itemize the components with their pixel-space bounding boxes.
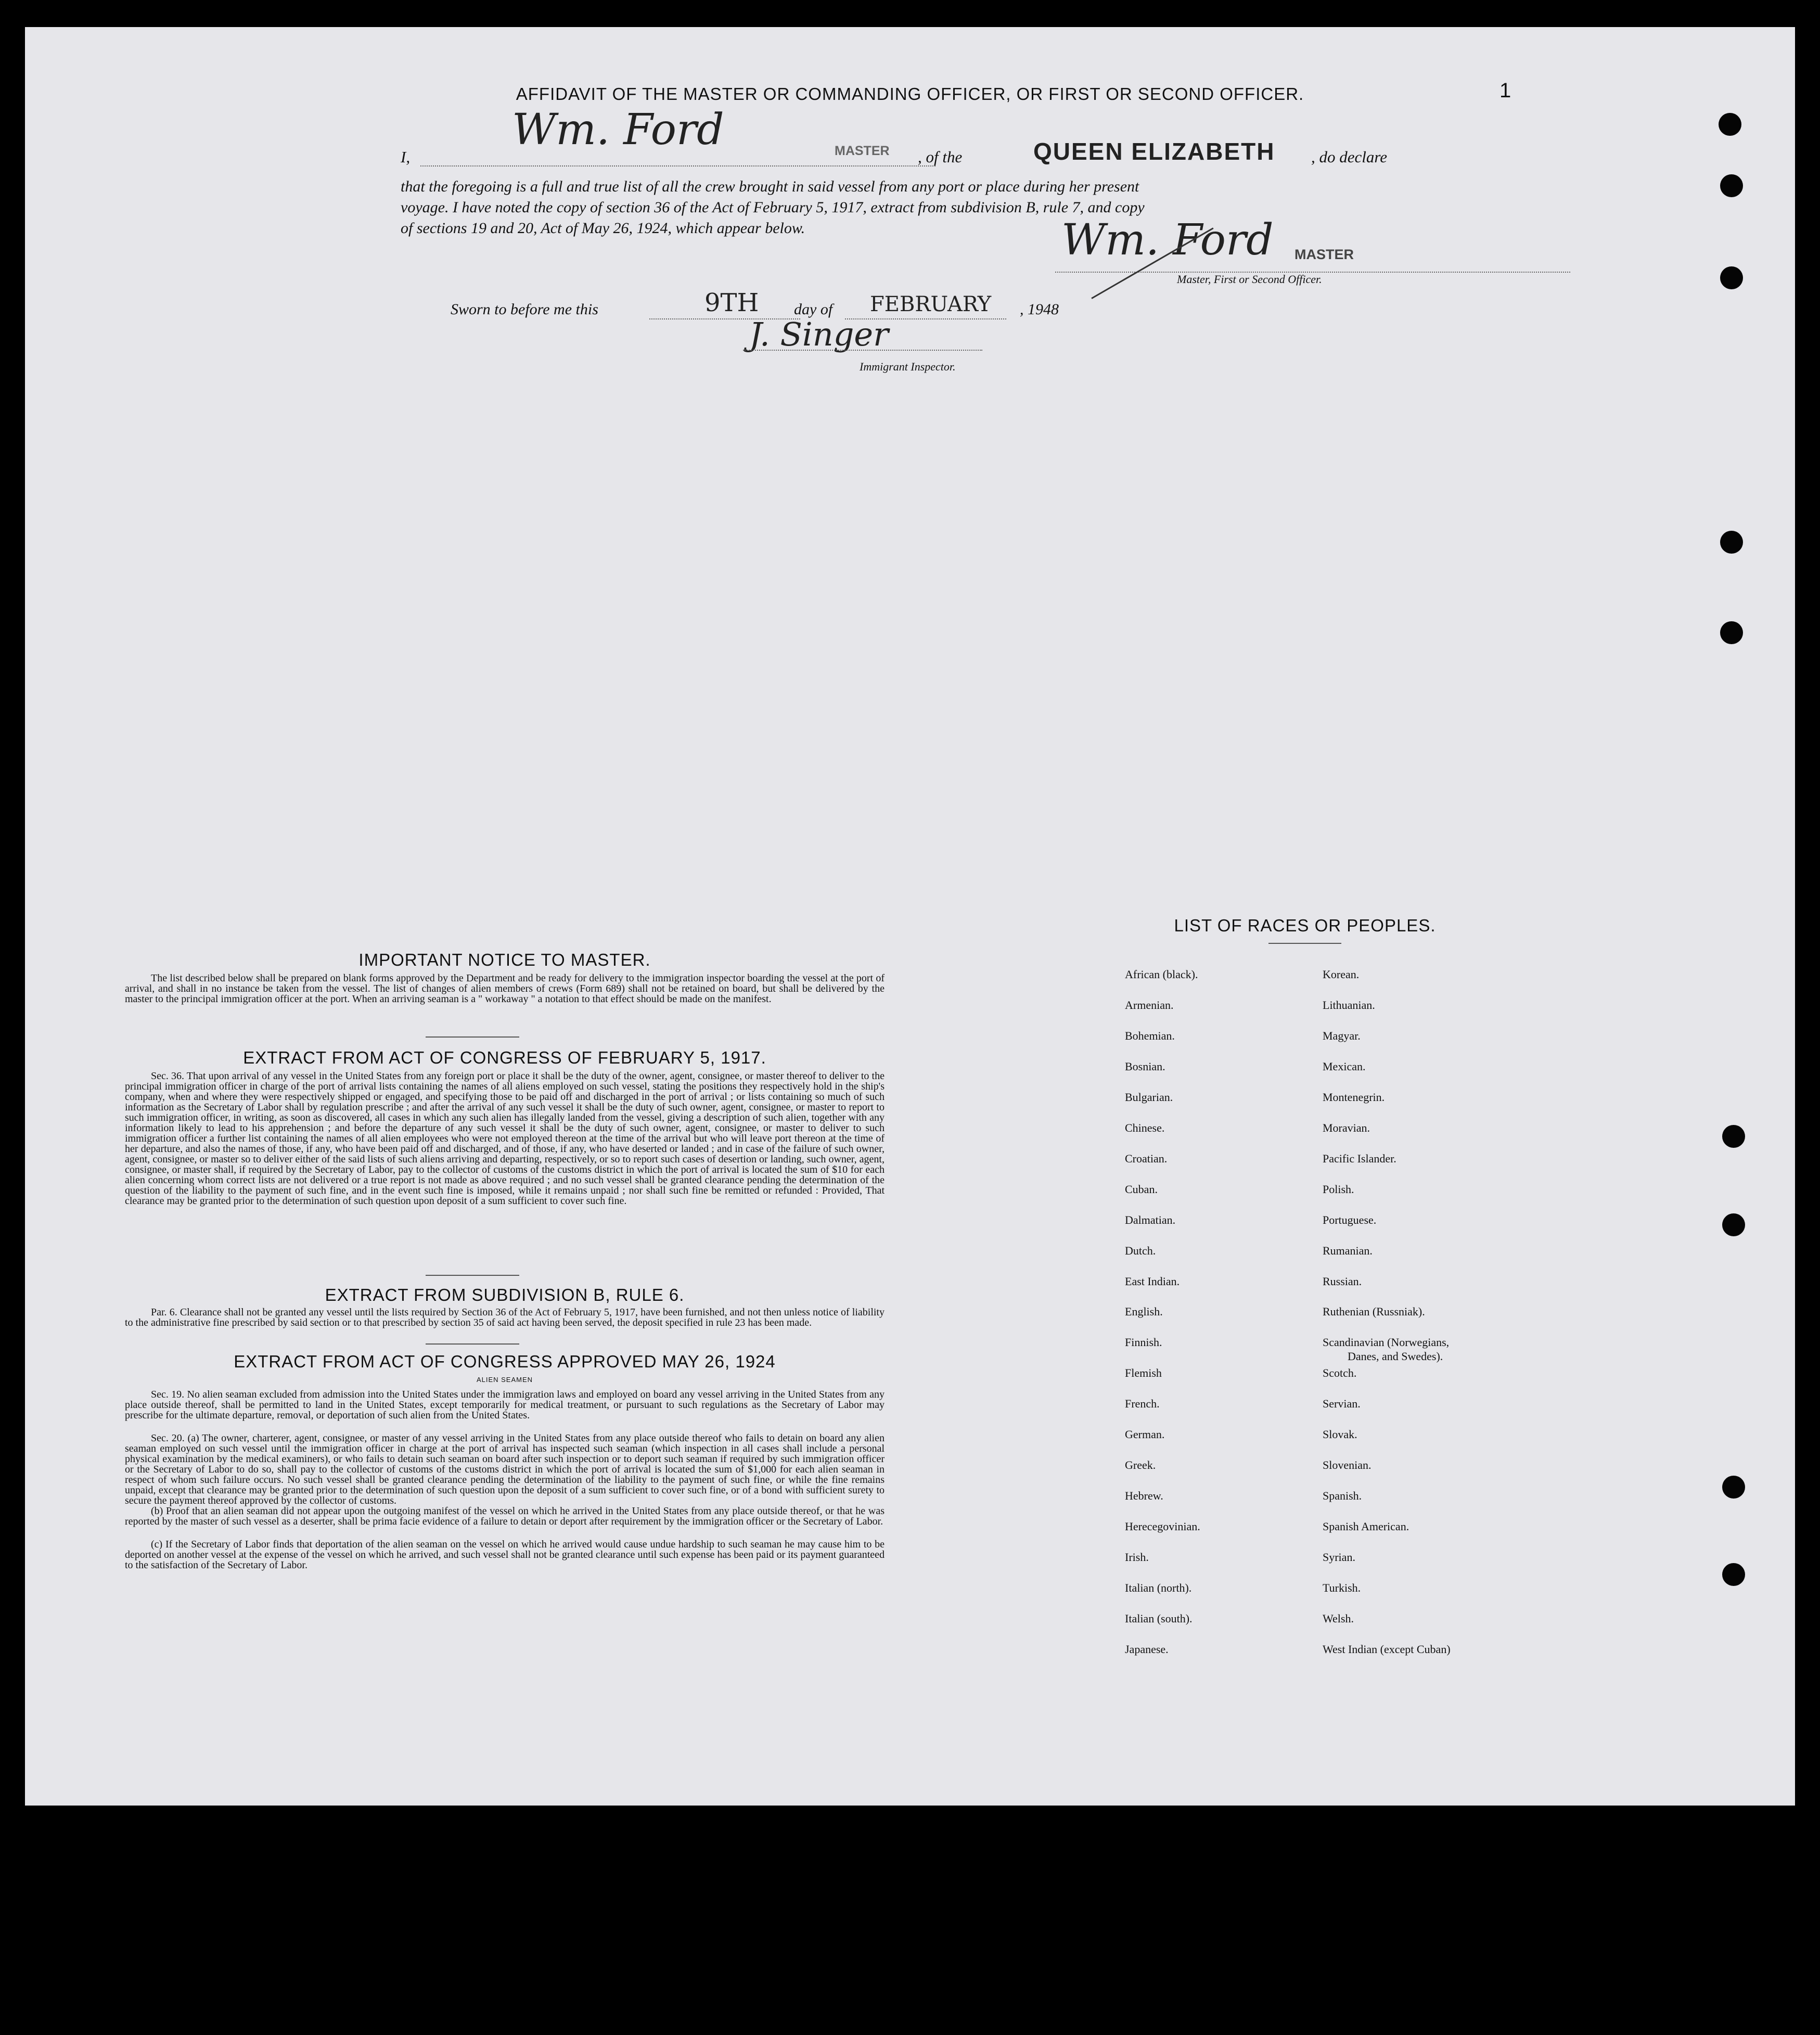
inspector-caption: Immigrant Inspector.	[860, 360, 956, 373]
document-page	[25, 27, 1795, 1806]
sec-20b-text: (b) Proof that an alien seaman did not appear upon the outgoing manifest of the vessel on which he arrived in the United States from any place outside thereof, or that he was reported by the master of such vessel as a deserter, shall be prima facie evidence of a failure to detain or deport after requirement by the immigration officer or the Secretary of Labor.	[125, 1505, 885, 1527]
race-item: Herecegovinian.	[1125, 1520, 1200, 1533]
sec-20c-text: (c) If the Secretary of Labor finds that deportation of the alien seaman on the vessel on which he arrived would cause undue hardship to such seaman he may cause him to be deported on another vessel at the expense of the vessel on which he arrived, and such vessel shall not be granted clearance until such expense has been paid or its payment guaranteed to the satisfaction of the Secretary of Labor.	[125, 1539, 885, 1571]
race-item: Greek.	[1125, 1458, 1156, 1471]
races-title: LIST OF RACES OR PEOPLES.	[1174, 916, 1436, 935]
notice-title: IMPORTANT NOTICE TO MASTER.	[358, 950, 651, 969]
punch-hole	[1722, 1476, 1745, 1499]
race-item: Dutch.	[1125, 1244, 1156, 1257]
divider	[426, 1343, 519, 1345]
race-item: Japanese.	[1125, 1643, 1169, 1656]
affidavit-text-line2: voyage. I have noted the copy of section 36 of the Act of February 5, 1917, extract from subdivision B, rule 7, and copy	[401, 199, 1145, 216]
inspector-signature: J. Singer	[749, 315, 889, 353]
extract-1917-title: EXTRACT FROM ACT OF CONGRESS OF FEBRUARY 5, 1917.	[243, 1048, 766, 1067]
race-item: East Indian.	[1125, 1275, 1180, 1288]
race-item: Moravian.	[1323, 1121, 1370, 1134]
divider	[1268, 943, 1341, 944]
race-item: Irish.	[1125, 1551, 1149, 1564]
divider	[426, 1275, 519, 1276]
day-of-label: day of	[794, 301, 833, 318]
race-item: Slovak.	[1323, 1428, 1357, 1441]
race-item: Flemish	[1125, 1366, 1162, 1379]
race-item: Scotch.	[1323, 1366, 1357, 1379]
punch-hole	[1722, 1563, 1745, 1586]
race-item: West Indian (except Cuban)	[1323, 1643, 1451, 1656]
race-item: German.	[1125, 1428, 1165, 1441]
affidavit-title: AFFIDAVIT OF THE MASTER OR COMMANDING OFFICER, OR FIRST OR SECOND OFFICER.	[516, 84, 1304, 104]
officer-signature: Wm. Ford	[1061, 215, 1274, 265]
race-item: Bosnian.	[1125, 1060, 1165, 1073]
subdivision-b-title: EXTRACT FROM SUBDIVISION B, RULE 6.	[325, 1285, 685, 1304]
race-item: Armenian.	[1125, 999, 1174, 1012]
race-item: Pacific Islander.	[1323, 1152, 1396, 1165]
affidavit-text-line1: that the foregoing is a full and true list of all the crew brought in said vessel from any port or place during her present	[401, 178, 1139, 195]
race-item: Lithuanian.	[1323, 999, 1375, 1012]
name-line	[420, 165, 935, 167]
master-stamp: MASTER	[835, 144, 890, 158]
inspector-line	[743, 350, 982, 351]
race-item: English.	[1125, 1305, 1163, 1318]
affidavit-text-line3: of sections 19 and 20, Act of May 26, 1924, which appear below.	[401, 220, 805, 237]
race-item: Italian (north).	[1125, 1581, 1192, 1594]
race-item: Dalmatian.	[1125, 1213, 1176, 1226]
alien-seamen-subtitle: ALIEN SEAMEN	[476, 1376, 533, 1384]
of-the-label: , of the	[918, 148, 963, 166]
sec-19-text: Sec. 19. No alien seaman excluded from admission into the United States under the immigration laws and employed on board any vessel arriving in the United States from any place outside thereof, shall be permitted to land in the United States, except temporarily for medical treatment, or pursuant to such regulations as the Secretary of Labor may prescribe for the ultimate departure, removal, or deportation of such alien from the United States.	[125, 1389, 885, 1421]
race-item: Scandinavian (Norwegians,	[1323, 1336, 1450, 1349]
race-item: Servian.	[1323, 1397, 1361, 1410]
race-item: Syrian.	[1323, 1551, 1355, 1564]
race-item: Slovenian.	[1323, 1458, 1372, 1471]
extract-1917-text: Sec. 36. That upon arrival of any vessel in the United States from any foreign port or place it shall be the duty of the owner, agent, consignee, or master thereof to deliver to the principal immigration officer in charge of the port of arrival lists containing the names of all aliens employed on such vessel, stating the positions they respectively hold in the ship's company, when and where they were respectively shipped or engaged, and specifying those to be paid off and discharged in the port of arrival ; or lists containing so much of such information as the Secretary of Labor shall by regulation prescribe ; and after the arrival of any such vessel it shall be the duty of such owner, agent, consignee, or master to report to such immigration officer, in writing, as soon as discovered, all cases in which any such alien has illegally landed from the vessel, giving a description of such alien, together with any information likely to lead to his apprehension ; and before the departure of any such vessel it shall be the duty of such owner, agent, consignee, or master to deliver to such immigration officer a further list containing the names of all alien employees who were not employed thereon at the time of the arrival but who will leave port thereon at the time of her departure, and also the names of those, if any, who have been paid off and discharged, and of those, if any, who have deserted or landed ; and in case of the failure of such owner, agent, consignee, or master so to deliver either of the said lists of such aliens arriving and departing, respectively, or so to report such cases of desertion or landing, such owner, agent, consignee, or master shall, if required by the Secretary of Labor, pay to the collector of customs of the customs district in which the port of arrival is located the sum of $10 for each alien concerning whom correct lists are not delivered or a true report is not made as above required ; and no such vessel shall be granted clearance pending the determination of the question of the liability to the payment of such fine, and in the event such fine is imposed, while it remains unpaid ; nor shall such fine be remitted or refunded : Provided, That clearance may be granted prior to the determination of such question upon deposit of a sum sufficient to cover such fine.	[125, 1070, 885, 1207]
page-number: 1	[1499, 79, 1511, 102]
punch-hole	[1720, 266, 1743, 289]
race-item: Ruthenian (Russniak).	[1323, 1305, 1425, 1318]
punch-hole	[1720, 174, 1743, 197]
race-item: Portuguese.	[1323, 1213, 1377, 1226]
officer-caption: Master, First or Second Officer.	[1177, 273, 1322, 286]
race-item: Danes, and Swedes).	[1348, 1350, 1443, 1363]
subdivision-b-text: Par. 6. Clearance shall not be granted any vessel until the lists required by Section 36 of the Act of February 5, 1917, have been furnished, and not then unless notice of liability to the administrative fine prescribed by said section or to that prescribed by section 35 of said act having been served, the deposit specified in rule 23 has been made.	[125, 1307, 885, 1328]
race-item: Hebrew.	[1125, 1489, 1163, 1502]
race-item: Spanish American.	[1323, 1520, 1409, 1533]
race-item: Bulgarian.	[1125, 1091, 1173, 1104]
race-item: Mexican.	[1323, 1060, 1366, 1073]
race-item: Welsh.	[1323, 1612, 1354, 1625]
do-declare-label: , do declare	[1311, 148, 1388, 166]
race-item: Bohemian.	[1125, 1029, 1175, 1042]
race-item: Magyar.	[1323, 1029, 1361, 1042]
race-item: Polish.	[1323, 1183, 1354, 1196]
notice-text: The list described below shall be prepared on blank forms approved by the Department and be ready for delivery to the immigration inspector boarding the vessel at the port of arrival, and shall in no instance be taken from the vessel. The list of changes of alien members of crews (Form 689) shall not be retained on board, but shall be delivered by the master to the principal immigration officer at the port. When an arriving seaman is a " workaway " a notation to that effect should be made on the manifest.	[125, 972, 885, 1005]
race-item: Turkish.	[1323, 1581, 1361, 1594]
sworn-label: Sworn to before me this	[451, 301, 598, 318]
i-label: I,	[401, 148, 411, 166]
race-item: Croatian.	[1125, 1152, 1168, 1165]
punch-hole	[1719, 113, 1741, 136]
vessel-name: QUEEN ELIZABETH	[1033, 138, 1275, 165]
race-item: Spanish.	[1323, 1489, 1362, 1502]
race-item: Italian (south).	[1125, 1612, 1193, 1625]
race-item: Cuban.	[1125, 1183, 1158, 1196]
master-signature: Wm. Ford	[512, 105, 724, 155]
punch-hole	[1722, 1213, 1745, 1236]
extract-1924-title: EXTRACT FROM ACT OF CONGRESS APPROVED MAY 26, 1924	[234, 1352, 776, 1371]
race-item: Montenegrin.	[1323, 1091, 1385, 1104]
race-item: Korean.	[1323, 968, 1360, 981]
year-label: , 1948	[1020, 301, 1059, 318]
divider	[426, 1036, 519, 1038]
punch-hole	[1722, 1125, 1745, 1148]
race-item: Rumanian.	[1323, 1244, 1373, 1257]
race-item: Chinese.	[1125, 1121, 1165, 1134]
master-stamp-2: MASTER	[1294, 247, 1354, 262]
race-item: Russian.	[1323, 1275, 1362, 1288]
day-value: 9TH	[704, 288, 759, 317]
month-value: FEBRUARY	[870, 292, 992, 316]
race-item: French.	[1125, 1397, 1160, 1410]
race-item: Finnish.	[1125, 1336, 1162, 1349]
punch-hole	[1720, 531, 1743, 554]
sec-20a-text: Sec. 20. (a) The owner, charterer, agent, consignee, or master of any vessel arriving in the United States from any place outside thereof who fails to detain on board any alien seaman employed on such vessel until the immigration officer in charge at the port of arrival has inspected such seaman (which inspection in all cases shall include a personal physical examination by the medical examiners), or who fails to detain such seaman on board after such inspection or to deport such seaman if required by such immigration officer or the Secretary of Labor to do so, shall pay to the collector of customs of the customs district in which the port of arrival is located the sum of $1,000 for each alien seaman in respect of whom such failure occurs. No such vessel shall be granted clearance pending the determination of the liability to the payment of such fine, or while the fine remains unpaid, except that clearance may be granted prior to the determination of such question upon the deposit of a sum sufficient to cover such fine, or of a bond with sufficient surety to secure the payment thereof approved by the collector of customs.	[125, 1432, 885, 1506]
race-item: African (black).	[1125, 968, 1198, 981]
punch-hole	[1720, 621, 1743, 644]
